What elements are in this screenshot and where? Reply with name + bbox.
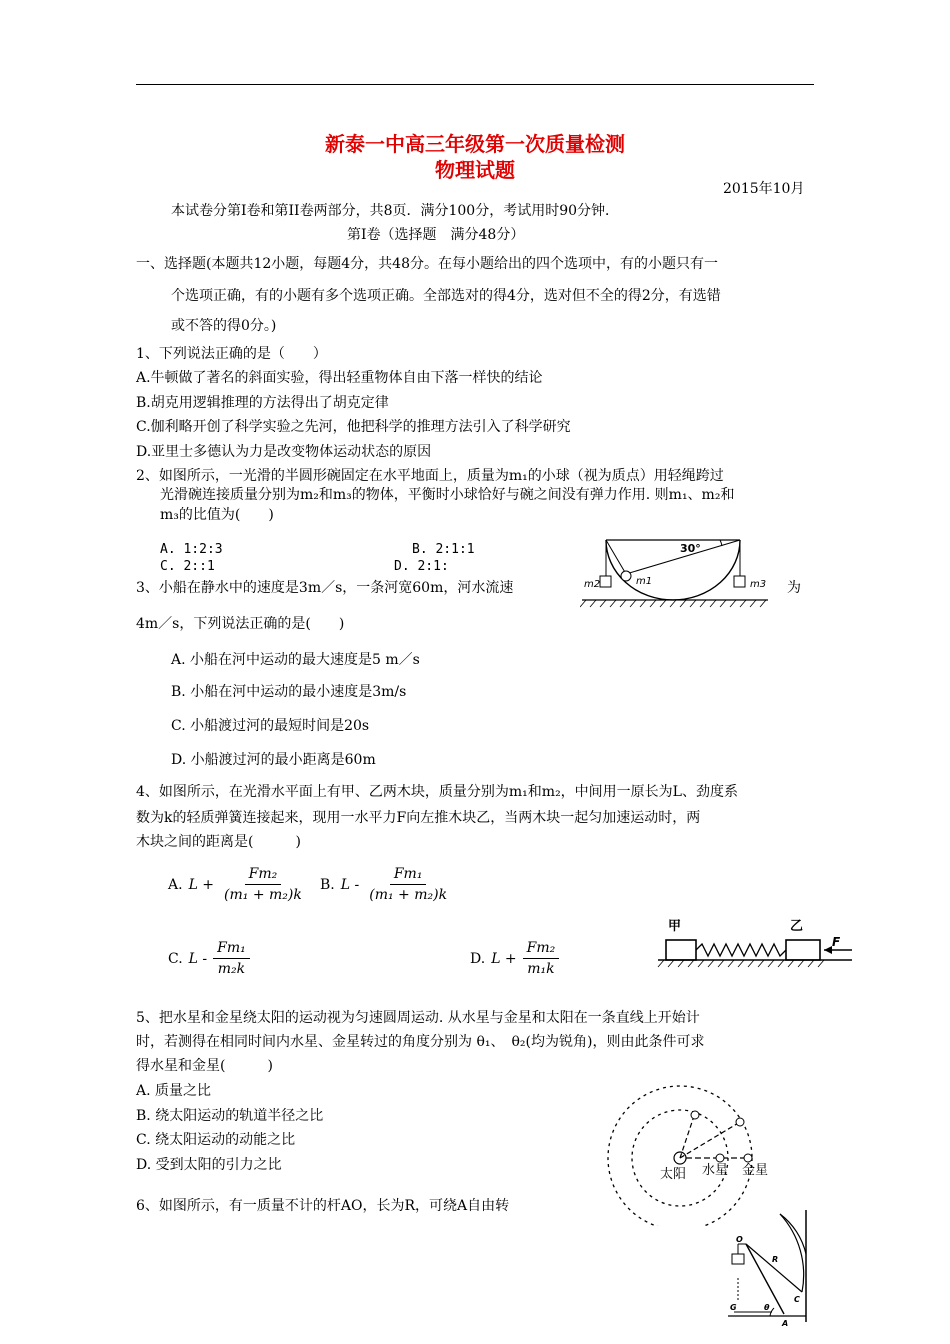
q5-line-2: 时，若测得在相同时间内水星、金星转过的角度分别为 θ₁、 θ₂(均为锐角)，则由此条件可求 [136,1034,705,1050]
q4-option-b-num: Fm₁ [390,866,427,885]
q2-option-b: B. 2:1:1 [412,542,475,557]
q4-option-d-num: Fm₂ [523,940,560,959]
q4-option-a-den: (m₁ + m₂)k [224,887,302,903]
q6-point-o-label: O [736,1235,743,1244]
q5-option-d: D. 受到太阳的引力之比 [136,1157,282,1173]
q4-line-3: 木块之间的距离是( ) [136,834,301,850]
q3-line-1: 3、小船在静水中的速度是3m／s，一条河宽60m，河水流速 [136,580,514,596]
q5-option-a: A. 质量之比 [136,1083,212,1099]
q5-sun-label: 太阳 [660,1167,687,1182]
q2-option-a: A. 1:2:3 [160,542,223,557]
q4-option-d-fraction [523,940,560,977]
q4-yi-label: 乙 [790,919,804,934]
q3-line-1-end: 为 [787,580,801,596]
header-rule [136,84,814,85]
q6-length-r-label: R [772,1255,779,1264]
q2-line-2: 光滑碗连接质量分别为m₂和m₃的物体，平衡时小球恰好与碗之间没有弹力作用. 则m₁、m₂和 [160,487,735,503]
section-line-2: 个选项正确，有的小题有多个选项正确。全部选对的得4分，选对但不全的得2分，有选错 [171,288,721,304]
q1-option-b: B.胡克用逻辑推理的方法得出了胡克定律 [136,395,389,411]
q4-option-a-label: A. [168,876,183,893]
q3-option-d: D. 小船渡过河的最小距离是60m [171,752,376,768]
q4-option-c-num: Fm₁ [213,940,250,959]
q4-line-1: 4、如图所示，在光滑水平面上有甲、乙两木块，质量分别为m₁和m₂，中间用一原长为L、劲度系 [136,784,738,800]
q4-spring-figure [656,916,856,972]
q2-line-3: m₃的比值为( ) [160,507,274,523]
q5-mercury-label: 水星 [702,1163,729,1178]
q3-option-a: A. 小船在河中运动的最大速度是5 m／s [171,652,420,668]
q3-line-2: 4m／s，下列说法正确的是( ) [136,616,345,632]
q6-point-a-label: A [782,1319,789,1328]
q4-force-label: F [832,935,841,949]
q4-option-b [320,866,451,903]
q4-option-c-den: m₂k [217,961,246,977]
q5-venus-label: 金星 [742,1163,769,1178]
q2-m3-label: m3 [750,579,767,590]
exam-intro: 本试卷分第I卷和第II卷两部分，共8页．满分100分，考试用时90分钟． [171,203,620,219]
exam-title: 新泰一中高三年级第一次质量检测 [325,132,625,156]
q5-orbit-figure [598,1064,818,1226]
exam-date: 2015年10月 [723,181,805,197]
q4-option-c-fraction [213,940,250,977]
q4-option-c-lhs: L - [188,950,208,967]
q4-option-b-den: (m₁ + m₂)k [369,887,448,903]
q4-option-c-label: C. [168,950,183,967]
q3-option-c: C. 小船渡过河的最短时间是20s [171,718,370,734]
q2-option-d: D. 2:1: [394,559,449,574]
q6-rod-figure [724,1210,834,1334]
q5-option-c: C. 绕太阳运动的动能之比 [136,1132,296,1148]
q1-option-c: C.伽利略开创了科学实验之先河，他把科学的推理方法引入了科学研究 [136,419,571,435]
q2-option-c: C. 2::1 [160,559,215,574]
q1-option-d: D.亚里士多德认为力是改变物体运动状态的原因 [136,444,432,460]
q4-option-a-num: Fm₂ [245,866,282,885]
q4-option-b-lhs: L - [340,876,360,893]
q6-point-c-label: C [794,1295,800,1304]
q2-angle-label: 30° [680,542,701,555]
q4-line-2: 数为k的轻质弹簧连接起来，现用一水平力F向左推木块乙，当两木块一起匀加速运动时，两 [136,810,701,826]
section-line-1: 一、选择题(本题共12小题，每题4分，共48分。在每小题给出的四个选项中，有的小题只有一 [136,256,718,272]
q4-option-a [168,866,306,903]
q4-jia-label: 甲 [668,919,682,934]
q3-option-b: B. 小船在河中运动的最小速度是3m/s [171,684,407,700]
q5-option-b: B. 绕太阳运动的轨道半径之比 [136,1108,324,1124]
q4-option-b-label: B. [320,876,335,893]
part-title: 第Ⅰ卷（选择题 满分48分） [347,227,525,243]
q6-line-1: 6、如图所示，有一质量不计的杆AO，长为R，可绕A自由转 [136,1198,510,1214]
q1-stem: 1、下列说法正确的是（ ） [136,346,327,362]
q4-option-b-fraction [365,866,451,903]
exam-subtitle: 物理试题 [435,158,515,182]
q4-option-d [470,940,559,977]
q4-option-a-lhs: L + [188,876,215,893]
q4-option-d-den: m₁k [527,961,555,977]
q4-option-d-label: D. [470,950,486,967]
q6-point-g-label: G [730,1303,737,1312]
q2-m2-label: m2 [584,579,601,590]
q2-m1-label: m1 [636,576,653,587]
q1-option-a: A.牛顿做了著名的斜面实验，得出轻重物体自由下落一样快的结论 [136,370,543,386]
q5-line-1: 5、把水星和金星绕太阳的运动视为匀速圆周运动. 从水星与金星和太阳在一条直线上开始计 [136,1010,700,1026]
q6-angle-label: θ [764,1303,770,1312]
q4-option-d-lhs: L + [491,950,517,967]
q4-option-c [168,940,250,977]
q5-line-3: 得水星和金星( ) [136,1058,273,1074]
section-line-3: 或不答的得0分。) [171,318,277,334]
q2-line-1: 2、如图所示，一光滑的半圆形碗固定在水平地面上，质量为m₁的小球（视为质点）用轻绳跨过 [136,468,724,484]
q4-option-a-fraction [220,866,306,903]
q2-bowl-figure [580,532,770,608]
